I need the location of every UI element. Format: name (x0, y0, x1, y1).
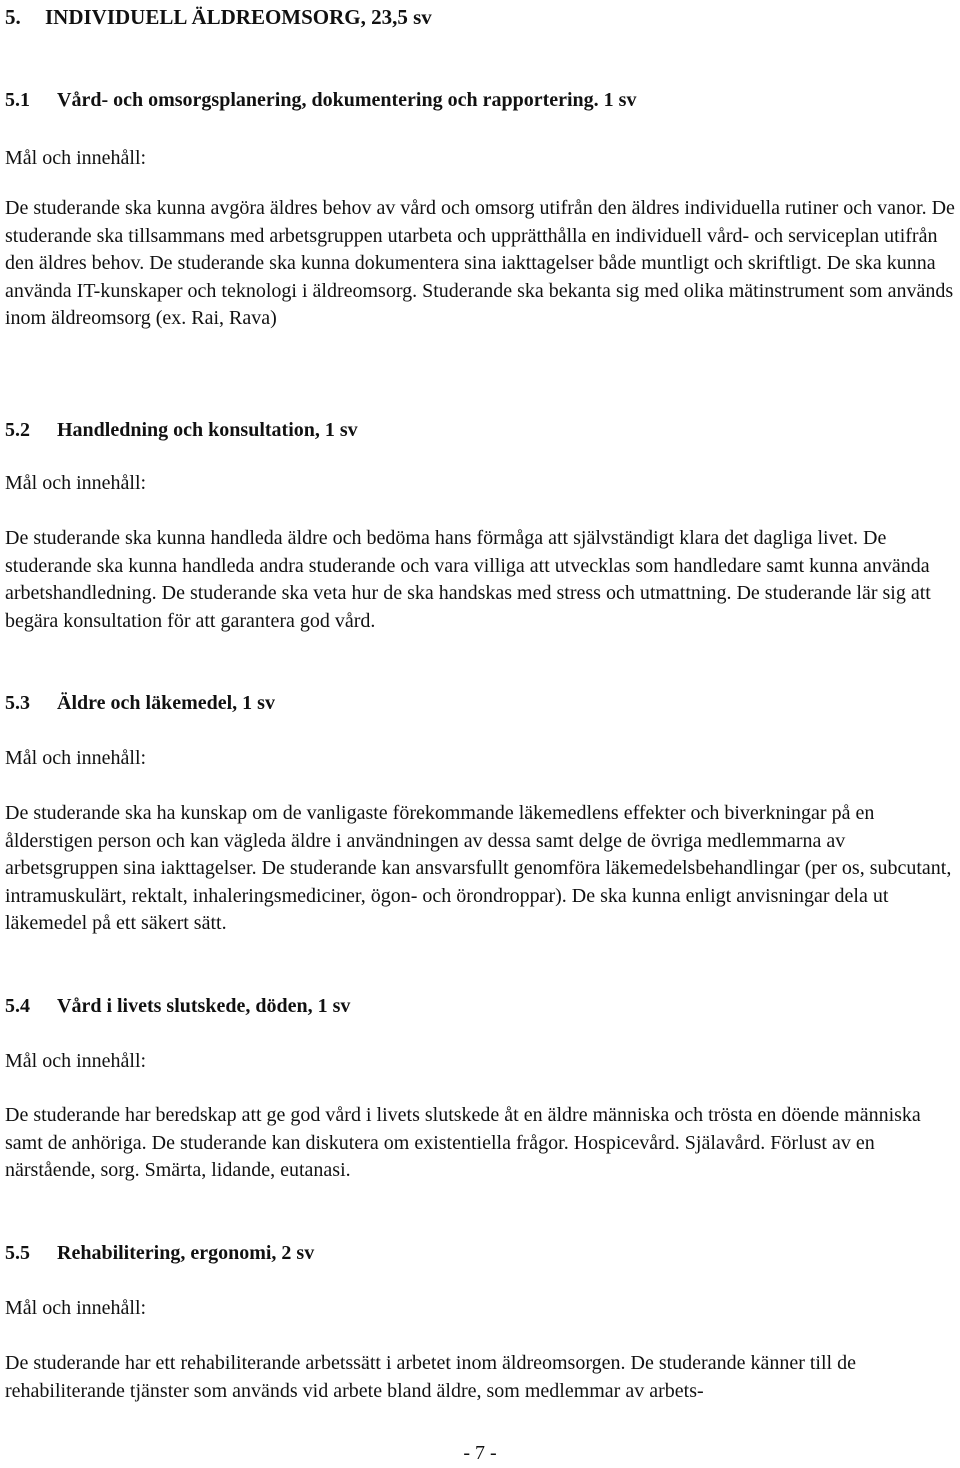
section-heading-5-5 (5, 1240, 955, 1268)
section-number: 5.3 (5, 692, 30, 714)
section-body-5-1: De studerande ska kunna avgöra äldres behov av vård och omsorg utifrån den äldres individuella rutiner och vanor. De studerande ska tillsammans med arbetsgruppen utarbeta och upprätthålla en individuell vård- och serviceplan utifrån den äldres behov. De studerande ska kunna dokumentera sina iakttagelser både muntligt och skriftligt. De ska kunna använda IT-kunskaper och teknologi i äldreomsorg. Studerande ska bekanta sig med olika mätinstrument som används inom äldreomsorg (ex. Rai, Rava) (5, 197, 955, 329)
section-body-5-5: De studerande har ett rehabiliterande arbetssätt i arbetet inom äldreomsorgen. De studerande känner till de rehabiliterande tjänster som används vid arbete bland äldre, som medlemmar av arbets- (5, 1352, 856, 1402)
section-number: 5.4 (5, 995, 30, 1017)
section-heading-5-2 (5, 417, 955, 445)
section-body-5-3: De studerande ska ha kunskap om de vanligaste förekommande läkemedlens effekter och biverkningar på en ålderstigen person och kan vägleda äldre i användningen av dessa samt delge de övriga medlemmarna av arbetsgruppen sina iakttagelser. De studerande kan ansvarsfullt genomföra läkemedelsbehandlingar (per os, subcutant, intramuskulärt, rektalt, inhaleringsmediciner, ögon- och örondroppar). De ska kunna enligt anvisningar dela ut läkemedel på ett säkert sätt. (5, 802, 952, 934)
section-subheading: Mål och innehåll: (5, 472, 147, 494)
section-title: Handledning och konsultation, 1 sv (57, 419, 358, 441)
section-body-5-2: De studerande ska kunna handleda äldre och bedöma hans förmåga att självständigt klara det dagliga livet. De studerande ska kunna handleda andra studerande och vara villiga att utvecklas som handledare samt kunna använda arbetshandledning. De studerande ska veta hur de ska handskas med stress och utmattning. De studerande lär sig att begära konsultation för att garantera god vård. (5, 527, 931, 632)
chapter-heading (5, 4, 955, 32)
page-number: - 7 - (463, 1442, 497, 1464)
section-body-5-4: De studerande har beredskap att ge god vård i livets slutskede åt en äldre människa och trösta en döende människa samt de anhöriga. De studerande kan diskutera om existentiella frågor. Hospicevård. Själavård. Förlust av en närstående, sorg. Smärta, lidande, eutanasi. (5, 1104, 921, 1181)
chapter-number: 5. (5, 5, 21, 29)
section-subheading: Mål och innehåll: (5, 1050, 147, 1072)
section-title: Äldre och läkemedel, 1 sv (57, 692, 275, 714)
section-subheading: Mål och innehåll: (5, 747, 147, 769)
section-number: 5.5 (5, 1242, 30, 1264)
section-title: Rehabilitering, ergonomi, 2 sv (57, 1242, 315, 1264)
section-heading-5-4 (5, 993, 955, 1021)
section-heading-5-1 (5, 87, 955, 115)
section-number: 5.1 (5, 89, 30, 111)
section-title: Vård i livets slutskede, döden, 1 sv (57, 995, 351, 1017)
section-number: 5.2 (5, 419, 30, 441)
chapter-title: INDIVIDUELL ÄLDREOMSORG, 23,5 sv (45, 5, 432, 29)
section-subheading: Mål och innehåll: (5, 1297, 147, 1319)
section-subheading: Mål och innehåll: (5, 147, 147, 169)
section-heading-5-3 (5, 690, 955, 718)
section-title: Vård- och omsorgsplanering, dokumentering och rapportering. 1 sv (57, 89, 637, 111)
